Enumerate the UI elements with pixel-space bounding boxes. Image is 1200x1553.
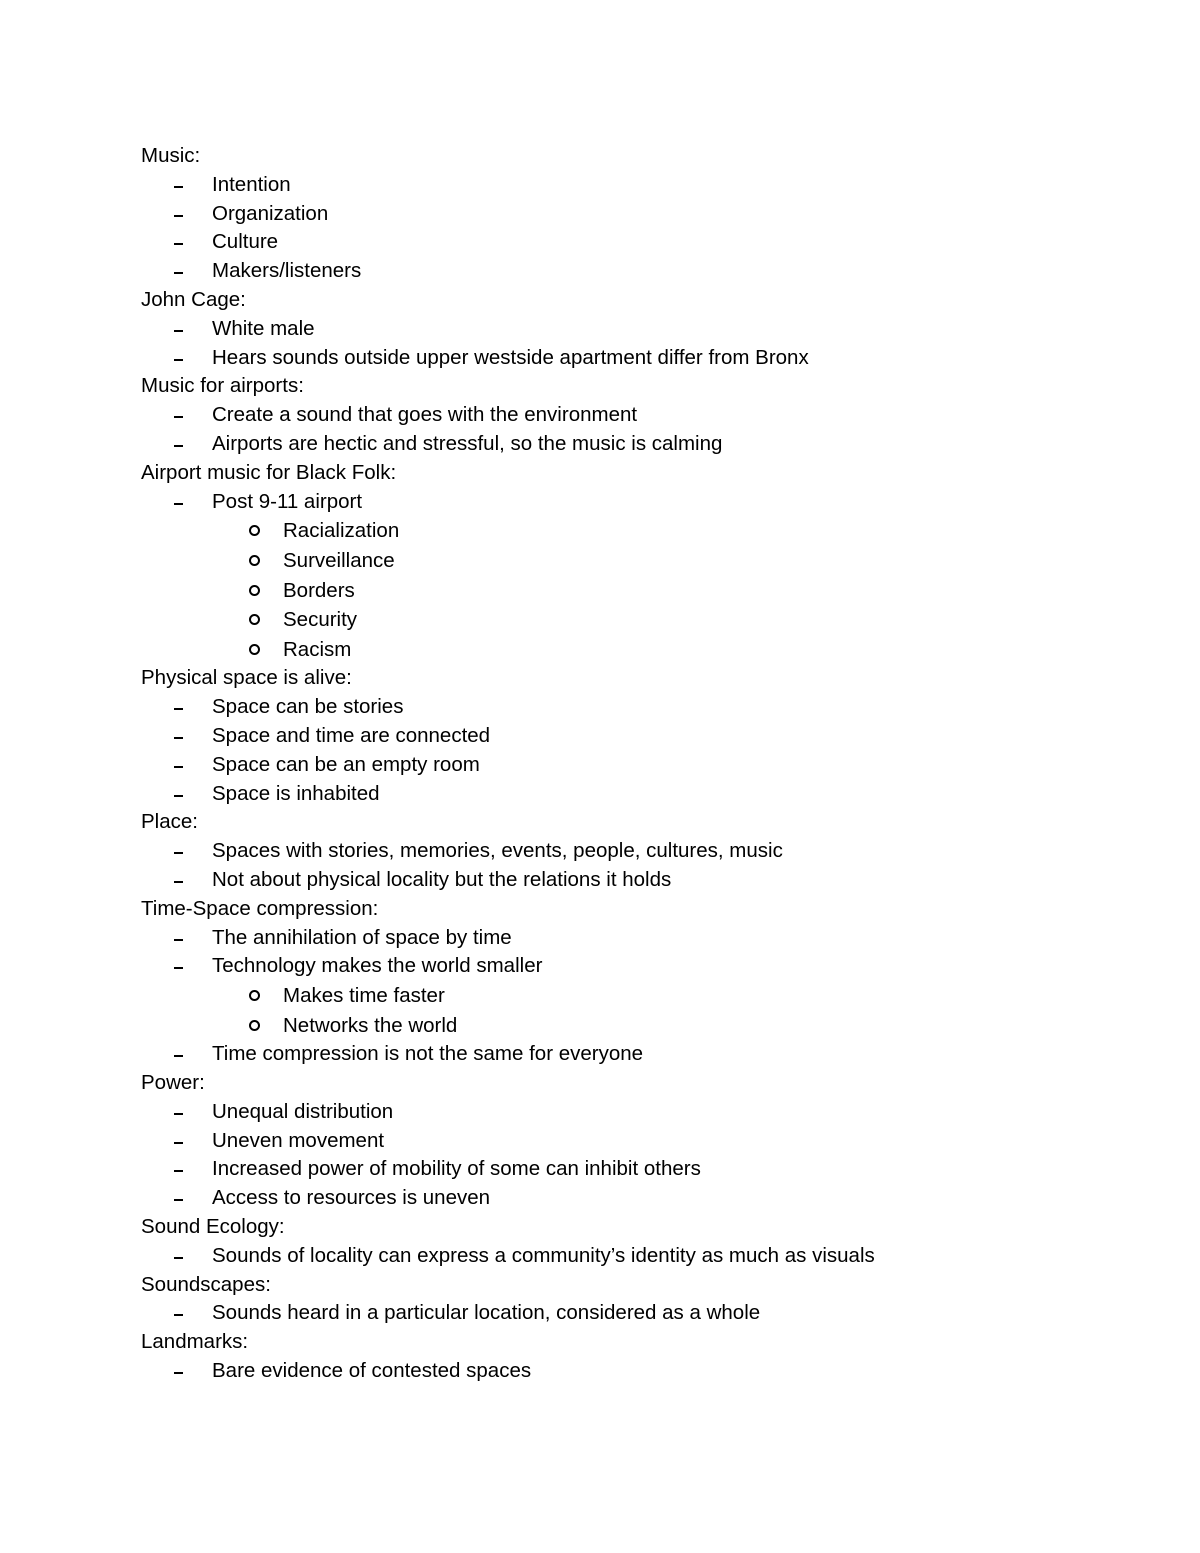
section-heading-text: Power: <box>141 1071 205 1095</box>
section-heading-text: Place: <box>141 810 198 834</box>
sub-list-item-text: Racialization <box>283 519 400 543</box>
list-item <box>141 722 1121 751</box>
list-item <box>141 837 1121 866</box>
section-heading <box>141 1328 1121 1357</box>
sub-list-item <box>141 576 1121 606</box>
section-heading-text: Music: <box>141 144 201 167</box>
section-heading <box>141 664 1121 693</box>
list-item <box>141 171 1121 200</box>
sub-list-item <box>141 1011 1121 1041</box>
list-item-text: Not about physical locality but the relations it holds <box>212 867 672 891</box>
list-item-text: Space is inhabited <box>212 781 380 805</box>
list-item <box>141 1242 1121 1271</box>
list-item-text: Organization <box>212 201 329 225</box>
list-item-text: Airports are hectic and stressful, so the music is calming <box>212 431 723 455</box>
list-item-text: Bare evidence of contested spaces <box>212 1359 532 1383</box>
sub-list-item <box>141 635 1121 665</box>
section-heading <box>141 808 1121 837</box>
sub-list-item <box>141 516 1121 546</box>
sub-list-item-text: Security <box>283 608 358 632</box>
list-item-text: Sounds of locality can express a community’s identity as much as visuals <box>212 1243 875 1267</box>
list-item <box>141 488 1121 517</box>
section-heading <box>141 1271 1121 1300</box>
sub-list-item-text: Racism <box>283 637 352 661</box>
list-item-text: Makers/listeners <box>212 259 362 283</box>
section-heading <box>141 1213 1121 1242</box>
section-heading <box>141 286 1121 315</box>
list-item-text: Space and time are connected <box>212 723 491 747</box>
list-item <box>141 693 1121 722</box>
section-heading-text: Airport music for Black Folk: <box>141 460 397 484</box>
list-item <box>141 1040 1121 1069</box>
sub-list-item <box>141 546 1121 576</box>
sub-list-item-text: Borders <box>283 578 355 602</box>
list-item <box>141 200 1121 229</box>
section-heading-text: Time-Space compression: <box>141 896 379 920</box>
list-item <box>141 430 1121 459</box>
list-item-text: Sounds heard in a particular location, considered as a whole <box>212 1301 761 1325</box>
list-item <box>141 401 1121 430</box>
list-item-text: Uneven movement <box>212 1128 385 1152</box>
list-item <box>141 344 1121 373</box>
section-heading <box>141 1069 1121 1098</box>
section-heading-text: Music for airports: <box>141 374 304 398</box>
list-item-text: Access to resources is uneven <box>212 1186 491 1210</box>
section-heading-text: Landmarks: <box>141 1330 249 1354</box>
list-item <box>141 1357 1121 1386</box>
list-item-text: Intention <box>212 172 291 196</box>
list-item <box>141 924 1121 953</box>
list-item-text: Spaces with stories, memories, events, people, cultures, music <box>212 839 783 863</box>
list-item-text: Technology makes the world smaller <box>212 954 543 978</box>
list-item-text: White male <box>212 316 315 340</box>
sub-list-item <box>141 981 1121 1011</box>
list-item <box>141 866 1121 895</box>
section-heading <box>141 459 1121 488</box>
list-item <box>141 1299 1121 1328</box>
section-heading-text: Sound Ecology: <box>141 1215 285 1239</box>
section-heading-text: John Cage: <box>141 287 246 311</box>
list-item-text: Space can be stories <box>212 695 404 719</box>
list-item-text: Unequal distribution <box>212 1099 394 1123</box>
sub-list-item <box>141 605 1121 635</box>
list-item-text: Increased power of mobility of some can inhibit others <box>212 1157 701 1181</box>
list-item <box>141 1155 1121 1184</box>
list-item <box>141 257 1121 286</box>
section-heading <box>141 895 1121 924</box>
list-item-text: The annihilation of space by time <box>212 925 512 949</box>
list-item-text: Culture <box>212 230 279 254</box>
section-heading-text: Physical space is alive: <box>141 666 352 690</box>
sub-list-item-text: Surveillance <box>283 548 395 572</box>
list-item <box>141 751 1121 780</box>
list-item-text: Create a sound that goes with the environment <box>212 403 638 427</box>
sub-list-item-text: Networks the world <box>283 1013 458 1037</box>
list-item-text: Post 9-11 airport <box>212 489 363 513</box>
list-item <box>141 952 1121 981</box>
sub-list-item-text: Makes time faster <box>283 984 445 1008</box>
list-item <box>141 228 1121 257</box>
list-item <box>141 1127 1121 1156</box>
list-item <box>141 1098 1121 1127</box>
list-item-text: Time compression is not the same for everyone <box>212 1042 644 1066</box>
notes-document <box>141 142 1121 1386</box>
section-heading-text: Soundscapes: <box>141 1272 271 1296</box>
list-item <box>141 1184 1121 1213</box>
list-item <box>141 780 1121 809</box>
list-item-text: Space can be an empty room <box>212 752 480 776</box>
section-heading <box>141 142 1121 171</box>
section-heading <box>141 372 1121 401</box>
list-item <box>141 315 1121 344</box>
list-item-text: Hears sounds outside upper westside apartment differ from Bronx <box>212 345 809 369</box>
